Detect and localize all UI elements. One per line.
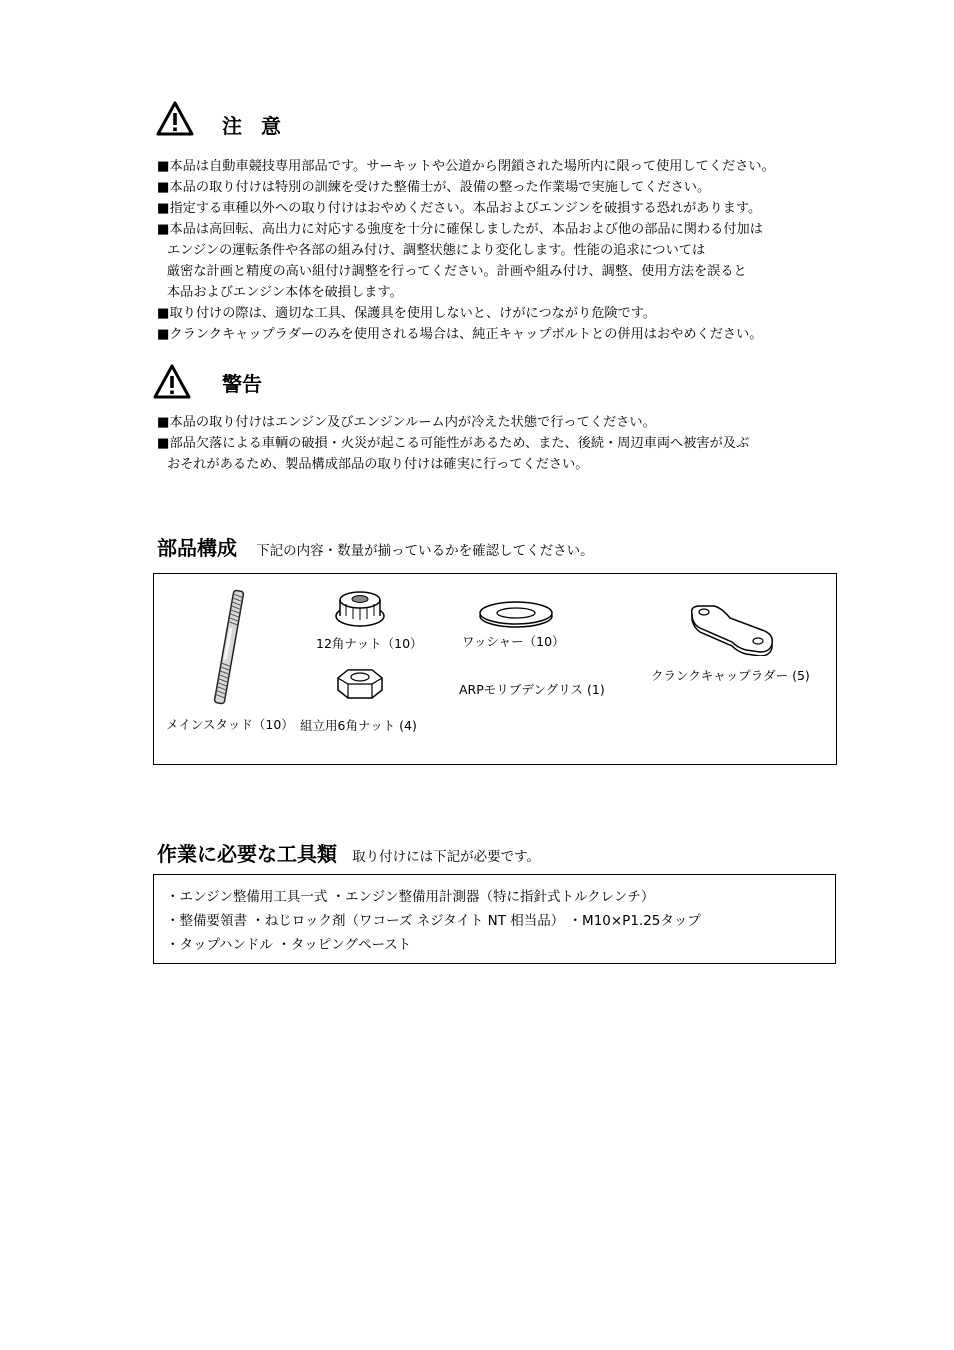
caution-item: ■取り付けの際は、適切な工具、保護具を使用しないと、けがにつながり危険です。 — [157, 306, 657, 321]
main-stud-illustration — [199, 586, 259, 708]
warning-triangle-icon — [153, 363, 191, 399]
tools-header — [157, 838, 540, 867]
warning-item: ■部品欠落による車輌の破損・火災が起こる可能性があるため、また、後続・周辺車両へ被害が及ぶ — [157, 436, 750, 451]
tools-box — [153, 874, 836, 964]
caution-item: ■本品の取り付けは特別の訓練を受けた整備士が、設備の整った作業場で実施してください。 — [157, 180, 711, 195]
tools-line: ・エンジン整備用工具一式 ・エンジン整備用計測器（特に指針式トルクレンチ） — [166, 889, 655, 905]
nut-12-point-label: 12角ナット（10） — [316, 636, 423, 651]
parts-subheading: 下記の内容・数量が揃っているかを確認してください。 — [256, 543, 594, 559]
crank-cap-ladder-label: クランクキャップラダー (5) — [651, 668, 810, 683]
caution-list — [157, 156, 775, 345]
grease-label: ARPモリブデングリス (1) — [459, 682, 605, 697]
parts-heading: 部品構成 — [157, 536, 237, 560]
warning-title: 警告 — [222, 372, 262, 396]
main-stud-label: メインスタッド（10） — [166, 717, 294, 732]
tools-line: ・整備要領書 ・ねじロック剤（ワコーズ ネジタイト NT 相当品） ・M10×P1.25タップ — [166, 913, 701, 929]
hex-nut-label: 組立用6角ナット (4) — [300, 718, 417, 733]
warning-item-continuation: おそれがあるため、製品構成部品の取り付けは確実に行ってください。 — [167, 457, 589, 472]
caution-item: ■クランクキャップラダーのみを使用される場合は、純正キャップボルトとの併用はおやめください。 — [157, 327, 763, 342]
washer-label: ワッシャー（10） — [462, 634, 565, 649]
caution-item-continuation: 厳密な計画と精度の高い組付け調整を行ってください。計画や組み付け、調整、使用方法を誤ると — [167, 264, 747, 279]
tools-line: ・タップハンドル ・タッピングペースト — [166, 937, 412, 953]
crank-cap-ladder-illustration — [686, 600, 778, 656]
tools-subheading: 取り付けには下記が必要です。 — [352, 849, 541, 865]
washer-illustration — [476, 598, 556, 630]
hex-nut-illustration — [334, 666, 386, 702]
parts-header — [157, 532, 594, 561]
nut-12-point-illustration — [332, 588, 388, 630]
warning-triangle-icon — [156, 100, 194, 136]
caution-item: ■本品は自動車競技専用部品です。サーキットや公道から閉鎖された場所内に限って使用してください。 — [157, 159, 775, 174]
caution-item: ■指定する車種以外への取り付けはおやめください。本品およびエンジンを破損する恐れがあります。 — [157, 201, 762, 216]
warning-list — [157, 412, 749, 475]
warning-item: ■本品の取り付けはエンジン及びエンジンルーム内が冷えた状態で行ってください。 — [157, 415, 656, 430]
parts-box — [153, 573, 837, 765]
caution-item-continuation: 本品およびエンジン本体を破損します。 — [167, 285, 403, 300]
caution-item: ■本品は高回転、高出力に対応する強度を十分に確保しましたが、本品および他の部品に関わる付加は — [157, 222, 763, 237]
caution-title: 注 意 — [222, 114, 287, 138]
tools-heading: 作業に必要な工具類 — [157, 842, 337, 866]
caution-item-continuation: エンジンの運転条件や各部の組み付け、調整状態により変化します。性能の追求については — [167, 243, 706, 258]
